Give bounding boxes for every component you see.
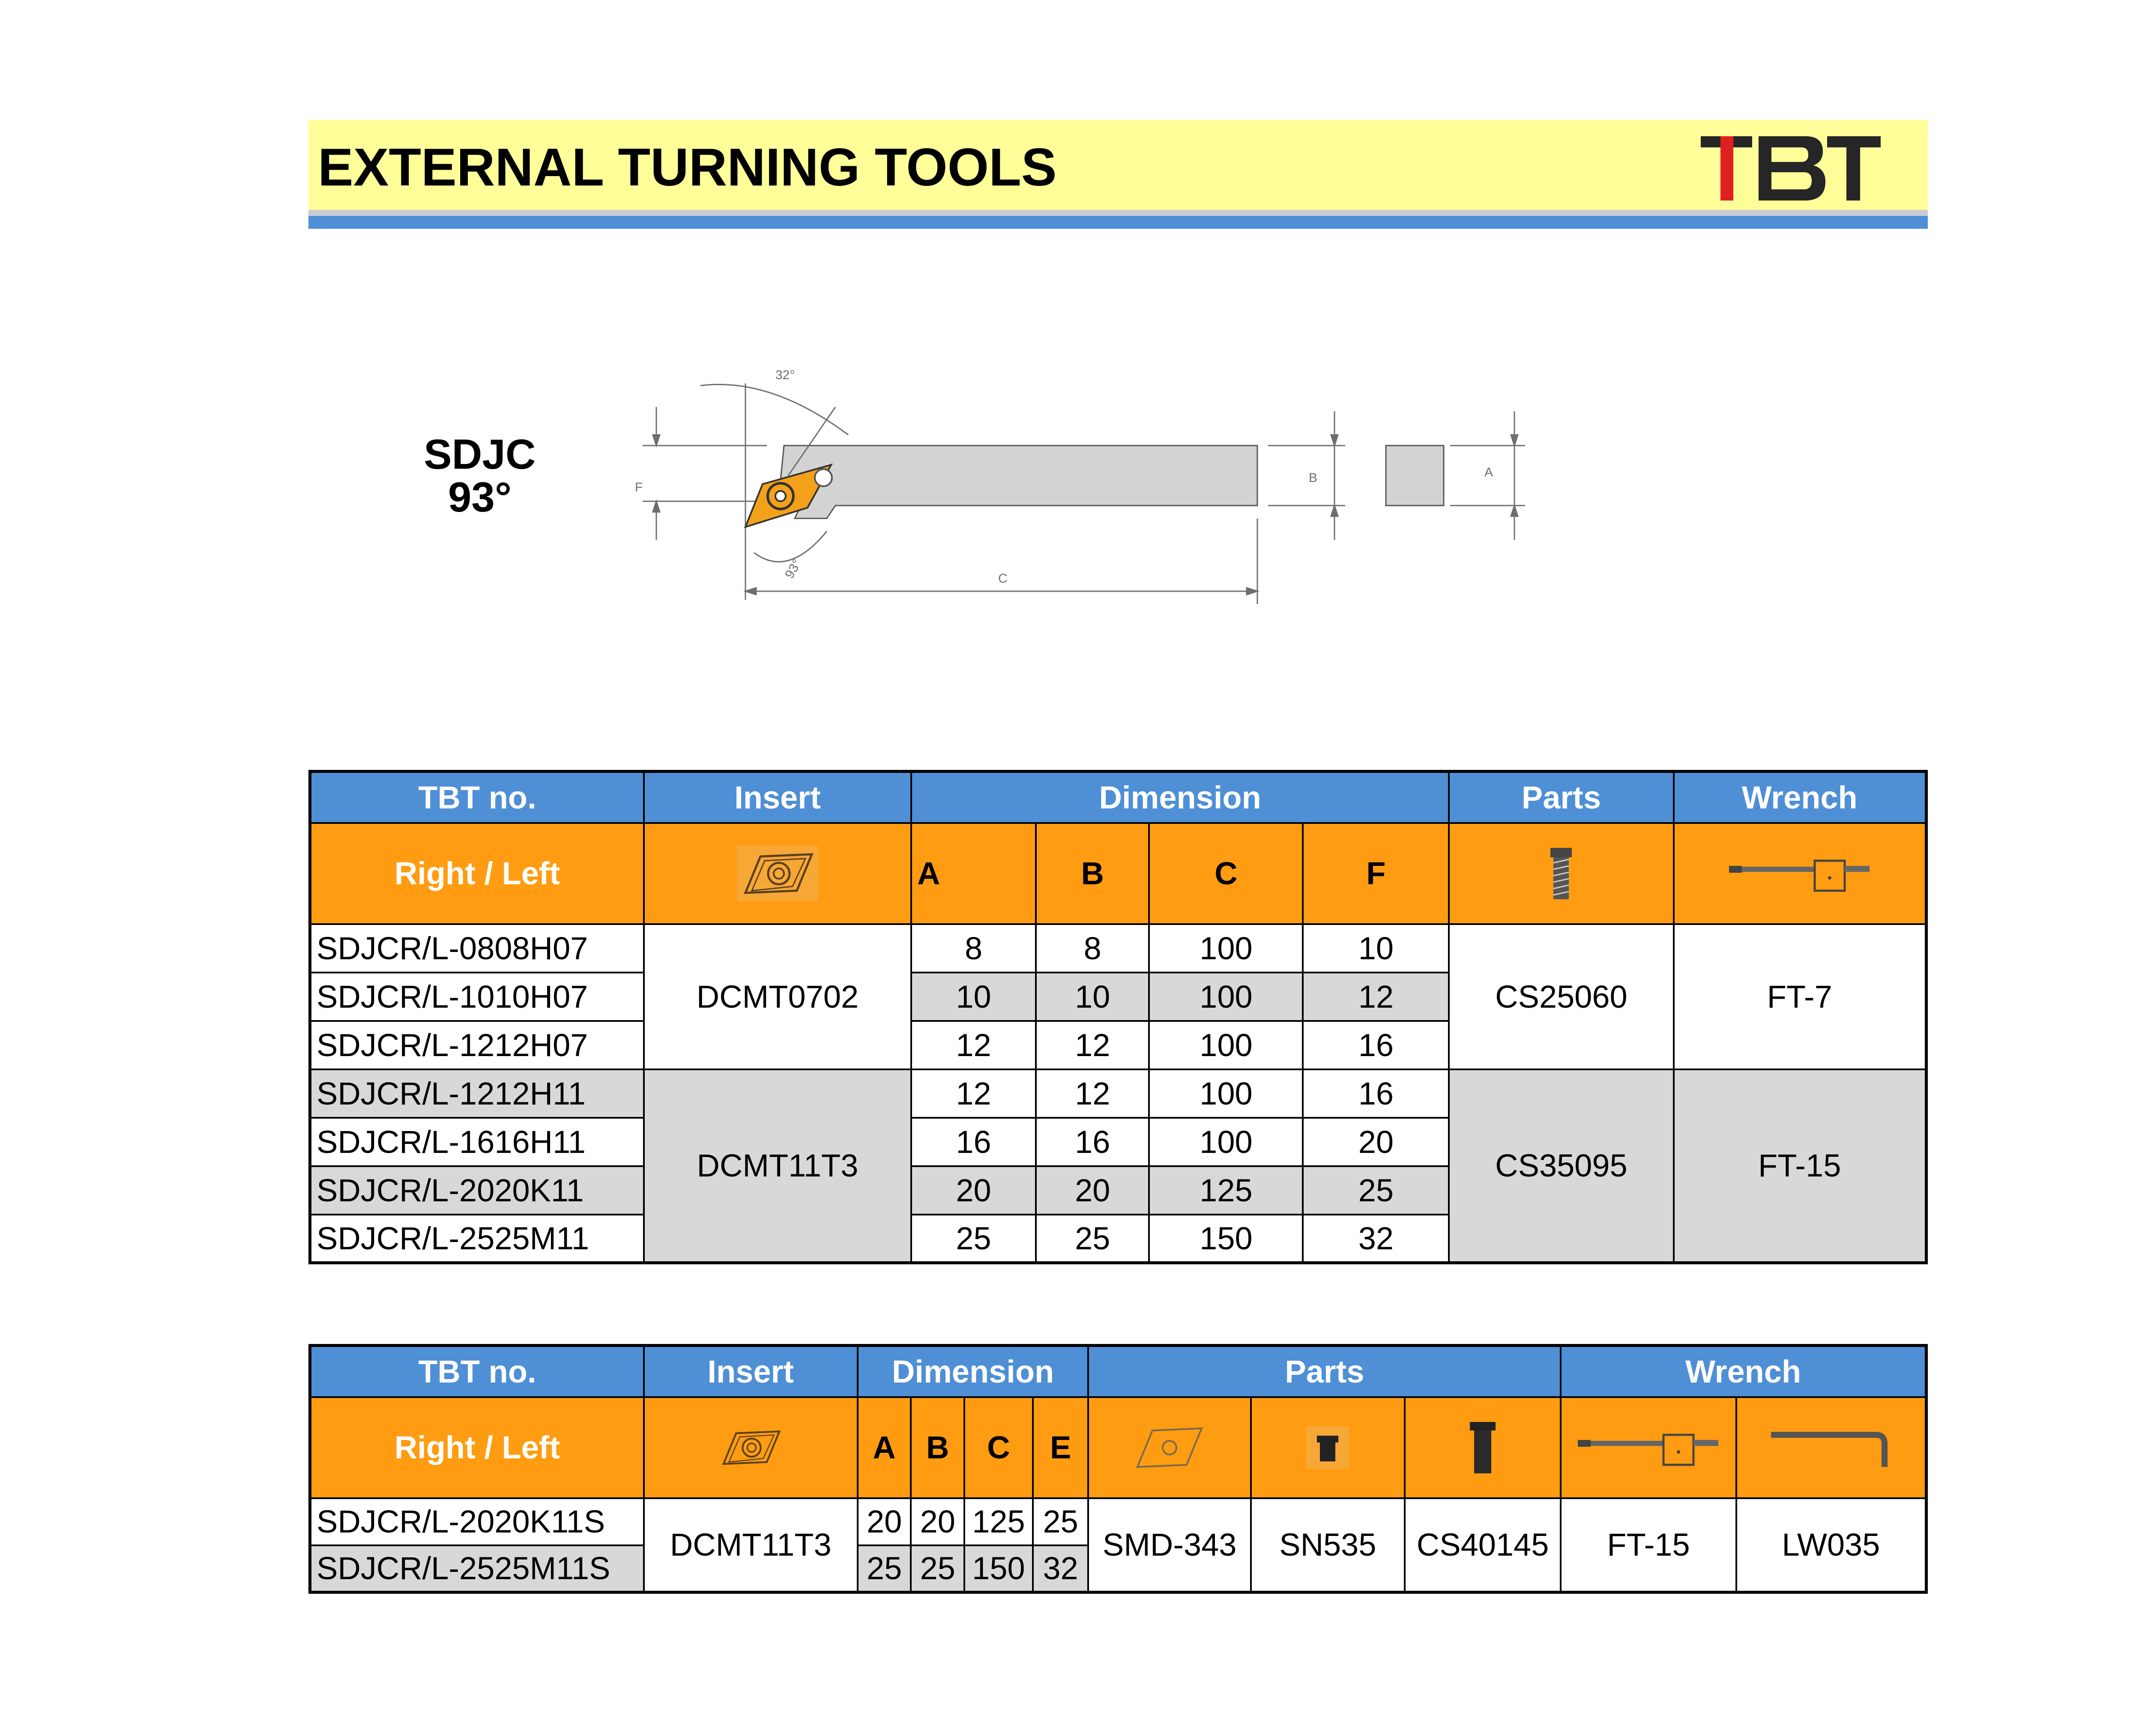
table-row-no: SDJCR/L-2020K11S <box>310 1498 644 1545</box>
cell-c: 100 <box>1149 973 1303 1021</box>
header-rule-light <box>308 210 1928 216</box>
cell-a: 25 <box>911 1215 1036 1263</box>
cell-f: 10 <box>1303 924 1449 973</box>
header-insert: Insert <box>644 772 911 823</box>
cell-b: 20 <box>1036 1166 1149 1215</box>
model-label <box>351 431 608 521</box>
table-row-no: SDJCR/L-2020K11 <box>310 1166 644 1215</box>
header-wrench: Wrench <box>1561 1346 1926 1397</box>
subheader-f: F <box>1303 823 1449 924</box>
subheader-b: B <box>1036 823 1149 924</box>
drawing-label-32: 32° <box>775 368 795 382</box>
drawing-label-c: C <box>998 572 1008 586</box>
insert-icon <box>716 1424 785 1471</box>
drawing-label-93: 93° <box>782 557 805 581</box>
table-row-no: SDJCR/L-0808H07 <box>310 924 644 973</box>
table-row-no: SDJCR/L-2525M11 <box>310 1215 644 1263</box>
cell-f: 20 <box>1303 1118 1449 1166</box>
subheader-e: E <box>1033 1397 1089 1498</box>
page-header <box>308 120 1928 210</box>
drawing-label-a: A <box>1484 465 1493 479</box>
table-row-no: SDJCR/L-1212H07 <box>310 1021 644 1069</box>
cell-f: 25 <box>1303 1166 1449 1215</box>
group-shim: SMD-343 <box>1088 1498 1250 1592</box>
cell-f: 16 <box>1303 1021 1449 1069</box>
group-wrench-1: FT-15 <box>1561 1498 1736 1592</box>
hex-key-icon <box>1769 1424 1893 1471</box>
header-parts: Parts <box>1449 772 1673 823</box>
wrench-icon-cell <box>1561 1397 1736 1498</box>
cell-a: 12 <box>911 1069 1036 1118</box>
header-dimension: Dimension <box>911 772 1449 823</box>
table-row-no: SDJCR/L-1212H11 <box>310 1069 644 1118</box>
cell-e: 25 <box>1033 1498 1089 1545</box>
group-parts: CS25060 <box>1449 924 1673 1069</box>
screw-icon-cell <box>1449 823 1673 924</box>
cell-b: 10 <box>1036 973 1149 1021</box>
group-parts: CS35095 <box>1449 1069 1673 1263</box>
cell-b: 8 <box>1036 924 1149 973</box>
insert-icon-cell <box>644 1397 858 1498</box>
cell-f: 16 <box>1303 1069 1449 1118</box>
spec-table-1 <box>308 770 1928 1264</box>
wrench-icon <box>1578 1426 1719 1469</box>
subheader-a: A <box>858 1397 911 1498</box>
header-dimension: Dimension <box>858 1346 1089 1397</box>
cell-b: 25 <box>1036 1215 1149 1263</box>
cell-b: 12 <box>1036 1069 1149 1118</box>
cell-b: 16 <box>1036 1118 1149 1166</box>
group-screw: CS40145 <box>1405 1498 1561 1592</box>
group-insert: DCMT11T3 <box>644 1069 911 1263</box>
spec-table-2 <box>308 1344 1928 1594</box>
cell-a: 20 <box>858 1498 911 1545</box>
group-shim-screw: SN535 <box>1251 1498 1405 1592</box>
group-insert: DCMT0702 <box>644 924 911 1069</box>
header-rule-blue <box>308 216 1928 229</box>
header-wrench: Wrench <box>1674 772 1927 823</box>
cell-b: 25 <box>911 1545 964 1592</box>
insert-icon-cell <box>644 823 911 924</box>
cell-c: 100 <box>1149 1118 1303 1166</box>
cell-f: 12 <box>1303 973 1449 1021</box>
cell-a: 8 <box>911 924 1036 973</box>
cell-c: 125 <box>964 1498 1033 1545</box>
shim-screw-icon <box>1306 1426 1349 1469</box>
subheader-b: B <box>911 1397 964 1498</box>
table-row-no: SDJCR/L-1616H11 <box>310 1118 644 1166</box>
subheader-c: C <box>964 1397 1033 1498</box>
header-parts: Parts <box>1088 1346 1561 1397</box>
group-wrench: FT-15 <box>1674 1069 1927 1263</box>
screw-icon <box>1548 846 1574 901</box>
drawing-label-b: B <box>1309 471 1318 485</box>
model-name: SDJC <box>424 431 536 478</box>
cell-c: 100 <box>1149 1069 1303 1118</box>
subheader-c: C <box>1149 823 1303 924</box>
tool-drawing <box>625 360 1542 626</box>
subheader-right-left: Right / Left <box>310 1397 644 1498</box>
wrench-icon-cell <box>1674 823 1927 924</box>
table-row-no: SDJCR/L-2525M11S <box>310 1545 644 1592</box>
wrench-icon <box>1729 852 1870 895</box>
cell-a: 20 <box>911 1166 1036 1215</box>
cell-c: 100 <box>1149 924 1303 973</box>
cell-b: 12 <box>1036 1021 1149 1069</box>
cell-c: 125 <box>1149 1166 1303 1215</box>
group-wrench-2: LW035 <box>1736 1498 1927 1592</box>
subheader-a: A <box>911 823 1036 924</box>
cell-e: 32 <box>1033 1545 1089 1592</box>
shim-screw-icon-cell <box>1251 1397 1405 1498</box>
cell-b: 20 <box>911 1498 964 1545</box>
cell-a: 16 <box>911 1118 1036 1166</box>
header-tbt-no: TBT no. <box>310 1346 644 1397</box>
table-row-no: SDJCR/L-1010H07 <box>310 973 644 1021</box>
page-title: EXTERNAL TURNING TOOLS <box>318 138 1057 197</box>
header-insert: Insert <box>644 1346 858 1397</box>
shim-icon-cell <box>1088 1397 1250 1498</box>
cell-a: 10 <box>911 973 1036 1021</box>
screw-icon <box>1468 1420 1498 1476</box>
cell-c: 100 <box>1149 1021 1303 1069</box>
shim-icon <box>1133 1424 1206 1471</box>
subheader-right-left: Right / Left <box>310 823 644 924</box>
model-angle: 93° <box>448 473 512 521</box>
cell-c: 150 <box>1149 1215 1303 1263</box>
group-wrench: FT-7 <box>1674 924 1927 1069</box>
group-insert: DCMT11T3 <box>644 1498 858 1592</box>
cell-a: 12 <box>911 1021 1036 1069</box>
cell-c: 150 <box>964 1545 1033 1592</box>
screw-icon-cell <box>1405 1397 1561 1498</box>
cell-f: 32 <box>1303 1215 1449 1263</box>
cell-a: 25 <box>858 1545 911 1592</box>
insert-icon <box>737 846 818 901</box>
tbt-logo <box>1701 132 1881 205</box>
drawing-label-f: F <box>635 480 643 494</box>
hex-key-icon-cell <box>1736 1397 1927 1498</box>
header-tbt-no: TBT no. <box>310 772 644 823</box>
